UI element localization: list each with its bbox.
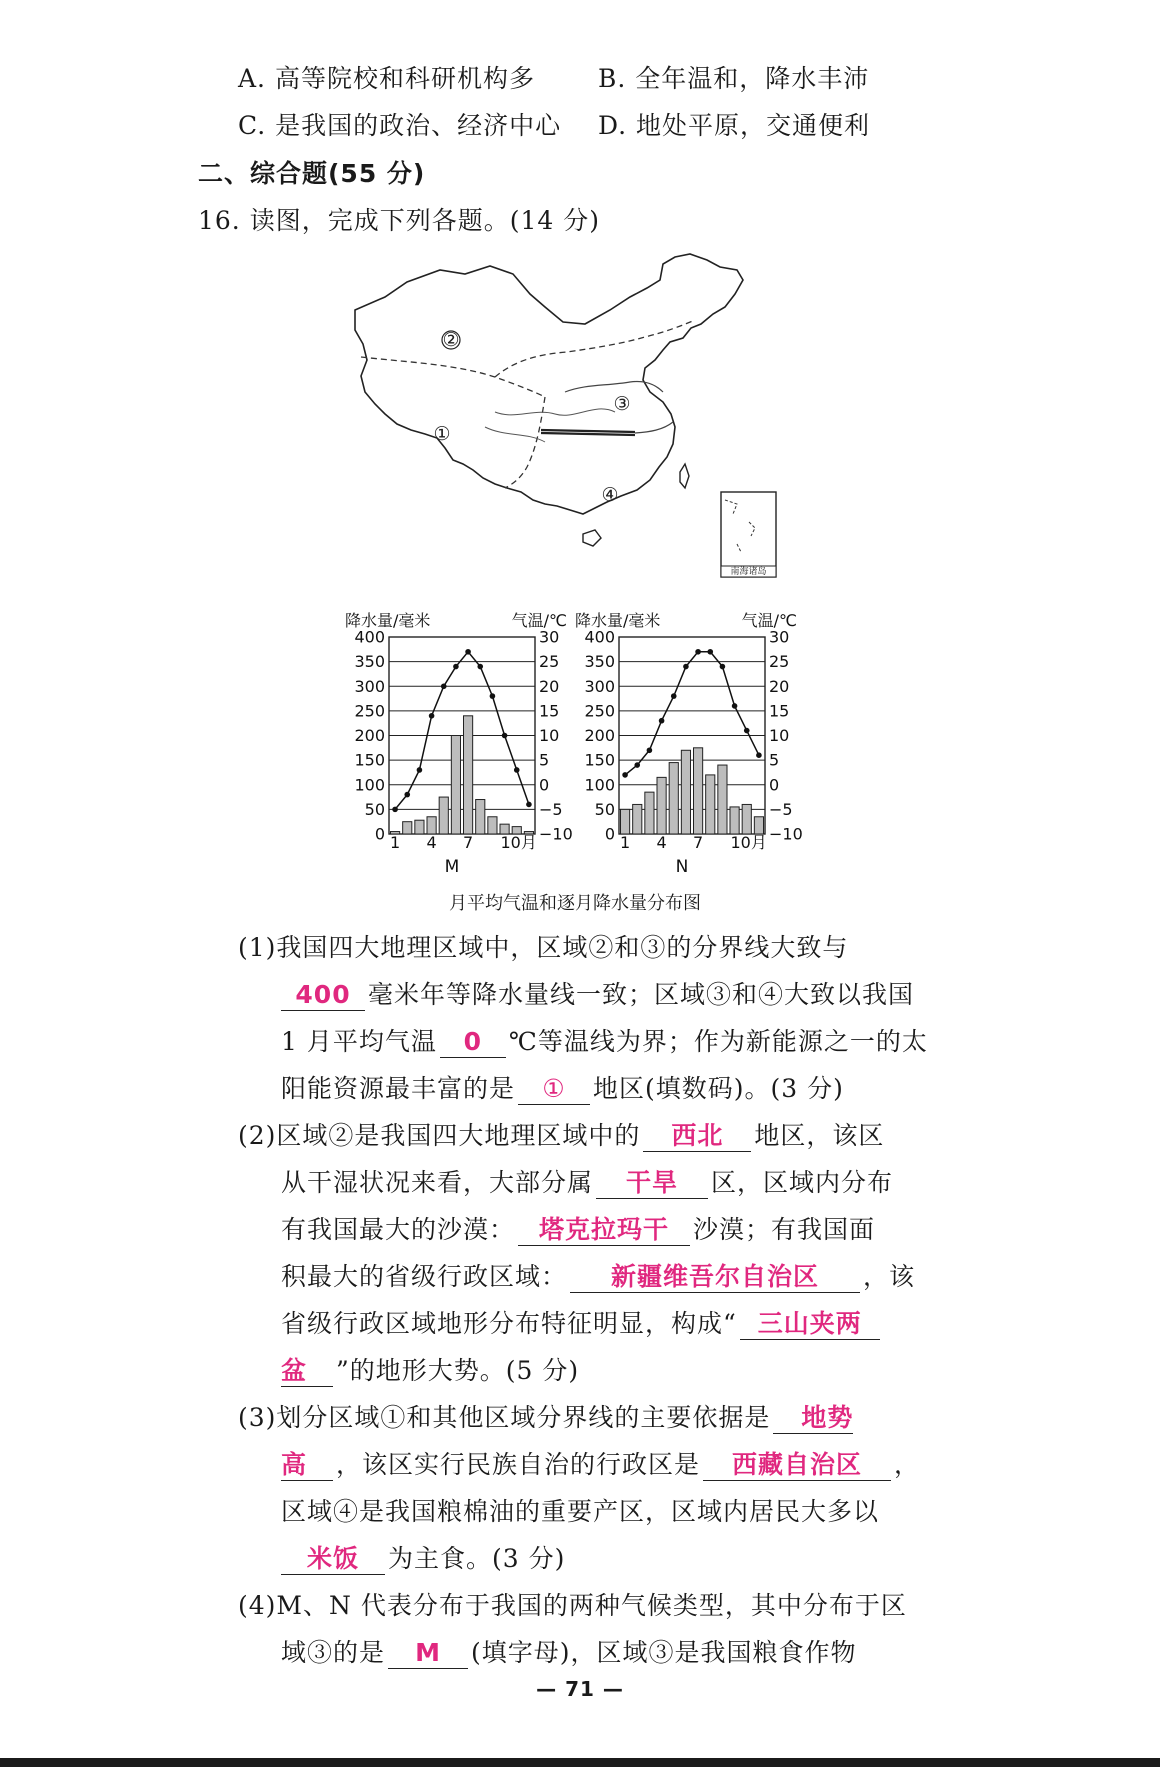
right-tick-label: 5: [539, 750, 550, 770]
temperature-point: [404, 792, 410, 798]
temperature-point: [453, 664, 459, 670]
x-tick-label: 7: [462, 833, 474, 852]
region-1-label: ①: [433, 423, 451, 445]
right-tick-label: −5: [539, 799, 563, 819]
q3-line2-text-a: ，该区实行民族自治的行政区是: [336, 1450, 701, 1479]
precip-bar: [681, 750, 690, 834]
precip-bar: [645, 792, 654, 834]
temperature-point: [720, 664, 726, 670]
precip-bar: [742, 804, 751, 834]
temperature-point: [622, 772, 628, 778]
right-tick-label: 20: [539, 676, 560, 696]
right-tick-label: 20: [769, 676, 790, 696]
q2-line3-text-b: 沙漠；有我国面: [693, 1215, 876, 1244]
region-3-label: ③: [613, 393, 631, 415]
taiwan-island: [680, 464, 689, 488]
option-c: C. 是我国的政治、经济中心: [238, 111, 562, 140]
q3-answer-3[interactable]: 米饭: [281, 1544, 385, 1575]
right-tick-label: 5: [769, 750, 780, 770]
left-tick-label: 0: [604, 824, 615, 844]
precip-bar: [621, 809, 630, 834]
q1-line1: (1)我国四大地理区域中，区域②和③的分界线大致与: [238, 933, 849, 962]
q4-line2-text-a: 域③的是: [281, 1638, 386, 1667]
x-tick-label: 1: [619, 833, 631, 852]
left-tick-label: 150: [354, 750, 385, 770]
q2-answer-2[interactable]: 干旱: [596, 1168, 708, 1199]
q2-line1-text-a: (2)区域②是我国四大地理区域中的: [238, 1121, 641, 1150]
temperature-point: [477, 664, 483, 670]
left-axis-title-N: 降水量/毫米: [575, 611, 661, 630]
climate-charts: [345, 608, 805, 883]
right-tick-label: −5: [769, 799, 793, 819]
temperature-point: [634, 762, 640, 768]
q1-line4: [281, 1072, 844, 1106]
precip-bar: [669, 763, 678, 834]
temperature-point: [417, 767, 423, 773]
temperature-line: [625, 652, 759, 775]
temperature-point: [514, 767, 520, 773]
precip-bar: [464, 716, 473, 834]
south-china-sea-inset: [721, 492, 776, 577]
right-axis-title-N: 气温/℃: [741, 611, 797, 630]
left-tick-label: 400: [584, 627, 615, 647]
temperature-point: [744, 728, 750, 734]
temperature-point: [683, 664, 689, 670]
x-tick-label: 1: [389, 833, 401, 852]
page-number: — 71 —: [536, 1677, 624, 1701]
left-tick-label: 200: [584, 726, 615, 745]
q2-line6-text: ”的地形大势。(5 分): [336, 1356, 580, 1385]
temperature-point: [671, 693, 677, 699]
precip-bar: [754, 817, 763, 834]
q2-line2: [281, 1166, 893, 1200]
q3-line1-text-a: (3)划分区域①和其他区域分界线的主要依据是: [238, 1403, 771, 1432]
question-16-stem: 16. 读图，完成下列各题。(14 分): [198, 206, 600, 235]
temperature-point: [707, 649, 713, 655]
precip-bar: [657, 777, 666, 834]
q2-line3-text-a: 有我国最大的沙漠：: [281, 1215, 516, 1244]
x-tick-label: 10月: [730, 833, 767, 852]
right-tick-label: 30: [769, 627, 790, 647]
temperature-point: [429, 713, 435, 719]
left-tick-label: 200: [354, 726, 385, 745]
precip-bar: [488, 817, 497, 834]
q2-line3: [281, 1213, 875, 1247]
left-tick-label: 400: [354, 627, 385, 647]
precip-bar: [694, 748, 703, 834]
temperature-line: [395, 652, 529, 810]
precip-bar: [415, 820, 424, 834]
inset-label: 南海诸岛: [730, 567, 767, 577]
q2-line5: [281, 1307, 883, 1341]
q2-line1-text-b: 地区，该区: [754, 1121, 885, 1150]
right-tick-label: 25: [769, 652, 790, 672]
precip-bar: [403, 822, 412, 834]
precip-bar: [451, 736, 460, 835]
q3-line1: [238, 1401, 856, 1435]
bottom-bar: [0, 1758, 1160, 1767]
chart-label-M: M: [444, 857, 460, 877]
left-tick-label: 100: [584, 775, 615, 795]
right-tick-label: −10: [769, 824, 803, 844]
right-tick-label: 0: [769, 775, 780, 795]
temperature-point: [392, 807, 398, 813]
q4-answer-1[interactable]: M: [388, 1638, 468, 1669]
q2-answer-5a[interactable]: 三山夹两: [740, 1309, 880, 1340]
temperature-point: [659, 718, 665, 724]
left-tick-label: 50: [364, 799, 385, 819]
q2-line4: [281, 1260, 915, 1294]
q1-line2: [281, 978, 914, 1012]
temperature-point: [732, 703, 738, 709]
temperature-point: [756, 752, 762, 758]
q2-line2-text-a: 从干湿状况来看，大部分属: [281, 1168, 594, 1197]
temperature-point: [647, 747, 653, 753]
qinling-line: [541, 430, 635, 435]
precip-bar: [730, 807, 739, 834]
left-tick-label: 250: [584, 701, 615, 721]
q4-line1: (4)M、N 代表分布于我国的两种气候类型，其中分布于区: [238, 1591, 907, 1620]
q1-line4-text-b: 地区(填数码)。(3 分): [593, 1074, 844, 1103]
q4-line2: [281, 1636, 857, 1670]
chart-caption: 月平均气温和逐月降水量分布图: [449, 893, 701, 914]
precip-bar: [439, 797, 448, 834]
china-outline: [355, 254, 743, 514]
q3-line4: [281, 1542, 565, 1576]
precip-bar: [427, 817, 436, 834]
temperature-point: [695, 649, 701, 655]
right-tick-label: 15: [539, 701, 560, 721]
left-tick-label: 150: [584, 750, 615, 770]
section-title: 二、综合题(55 分): [198, 159, 426, 188]
q2-line5-text-a: 省级行政区域地形分布特征明显，构成“: [281, 1309, 737, 1338]
boundary-dashed-3: [505, 397, 545, 488]
q2-line6: [281, 1354, 579, 1388]
q3-line4-text: 为主食。(3 分): [388, 1544, 566, 1573]
right-tick-label: −10: [539, 824, 573, 844]
q2-answer-1[interactable]: 西北: [643, 1121, 751, 1152]
left-tick-label: 350: [354, 652, 385, 672]
option-b: B. 全年温和，降水丰沛: [598, 64, 870, 93]
boundary-dashed-1: [361, 357, 545, 397]
right-tick-label: 25: [539, 652, 560, 672]
precip-bar: [633, 804, 642, 834]
q2-line1: [238, 1119, 884, 1153]
temperature-point: [441, 683, 447, 689]
left-axis-title-M: 降水量/毫米: [345, 611, 431, 630]
precip-bar: [476, 800, 485, 834]
q1-answer-2[interactable]: 0: [440, 1027, 506, 1058]
q1-line3-text-a: 1 月平均气温: [281, 1027, 437, 1056]
option-d: D. 地处平原，交通便利: [598, 111, 871, 140]
q3-answer-2[interactable]: 西藏自治区: [703, 1450, 891, 1481]
temperature-point: [490, 693, 496, 699]
q2-answer-3[interactable]: 塔克拉玛干: [518, 1215, 690, 1246]
right-tick-label: 10: [769, 726, 790, 745]
precip-bar: [718, 765, 727, 834]
q1-line2-text: 毫米年等降水量线一致；区域③和④大致以我国: [368, 980, 915, 1009]
river-1: [495, 409, 615, 415]
q3-line2: [281, 1448, 920, 1482]
x-tick-label: 10月: [500, 833, 537, 852]
q3-line3: 区域④是我国粮棉油的重要产区，区域内居民大多以: [281, 1497, 880, 1526]
x-tick-label: 4: [426, 833, 437, 852]
left-tick-label: 250: [354, 701, 385, 721]
left-tick-label: 350: [584, 652, 615, 672]
river-2: [485, 427, 545, 442]
left-tick-label: 100: [354, 775, 385, 795]
left-tick-label: 300: [584, 676, 615, 696]
precip-bar: [706, 775, 715, 834]
q3-answer-1b[interactable]: 高: [281, 1450, 333, 1481]
q1-line3-text-b: ℃等温线为界；作为新能源之一的太: [508, 1027, 928, 1056]
q1-answer-1[interactable]: 400: [281, 980, 365, 1011]
q1-answer-3[interactable]: ①: [518, 1074, 590, 1105]
chart-label-N: N: [675, 857, 689, 877]
q1-line4-text-a: 阳能资源最丰富的是: [281, 1074, 516, 1103]
q2-line4-text-a: 积最大的省级行政区域：: [281, 1262, 568, 1291]
x-tick-label: 7: [692, 833, 704, 852]
q1-line3: [281, 1025, 928, 1059]
region-2-label: ②: [442, 329, 460, 351]
right-axis-title-M: 气温/℃: [511, 611, 567, 630]
right-tick-label: 10: [539, 726, 560, 745]
q3-answer-1a[interactable]: 地势: [773, 1403, 853, 1434]
temperature-point: [526, 802, 532, 808]
q2-line4-text-b: ，该: [863, 1262, 916, 1291]
temperature-point: [502, 733, 508, 739]
region-4-label: ④: [601, 484, 619, 506]
left-tick-label: 0: [374, 824, 385, 844]
q2-answer-4[interactable]: 新疆维吾尔自治区: [570, 1262, 860, 1293]
x-tick-label: 4: [656, 833, 667, 852]
right-tick-label: 15: [769, 701, 790, 721]
q3-line2-text-b: ，: [894, 1450, 921, 1479]
option-a: A. 高等院校和科研机构多: [238, 64, 535, 93]
left-tick-label: 50: [594, 799, 615, 819]
q2-answer-5b[interactable]: 盆: [281, 1356, 333, 1387]
right-tick-label: 30: [539, 627, 560, 647]
china-region-map: [345, 252, 785, 587]
q2-line2-text-b: 区，区域内分布: [711, 1168, 894, 1197]
left-tick-label: 300: [354, 676, 385, 696]
q4-line2-text-b: (填字母)，区域③是我国粮食作物: [471, 1638, 857, 1667]
temperature-point: [465, 649, 471, 655]
hainan-island: [583, 530, 601, 546]
right-tick-label: 0: [539, 775, 550, 795]
